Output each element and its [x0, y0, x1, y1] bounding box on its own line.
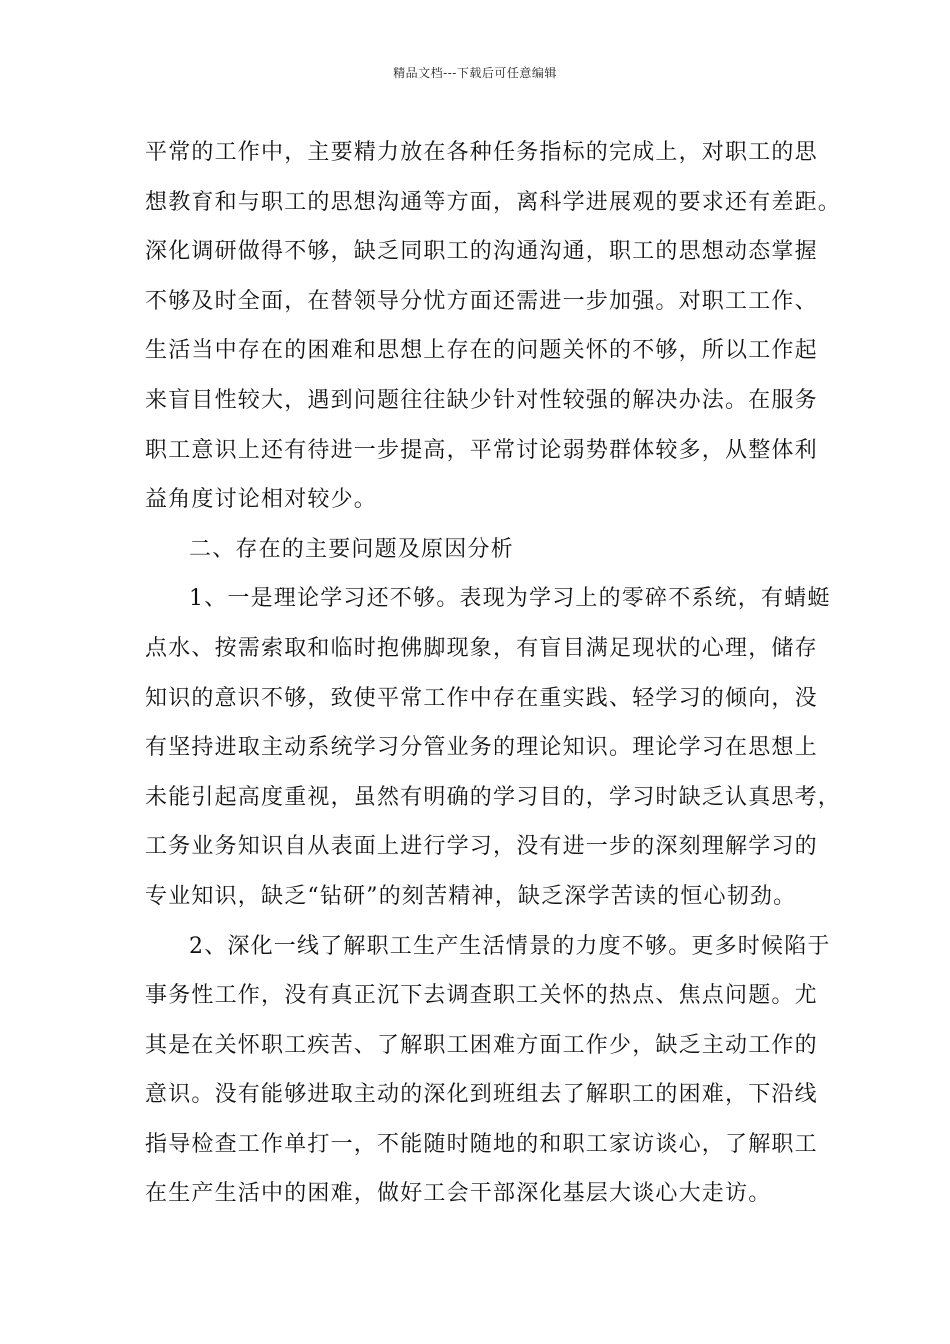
- text-line: 不够及时全面，在替领导分忧方面还需进一步加强。对职工工作、: [145, 288, 818, 314]
- text-line: 职工意识上还有待进一步提高，平常讨论弱势群体较多，从整体利: [145, 437, 818, 463]
- text-line: 1、一是理论学习还不够。表现为学习上的零碎不系统，有蜻蜓: [189, 586, 831, 612]
- document-body: [145, 128, 842, 1219]
- text-line: 益角度讨论相对较少。: [145, 487, 378, 513]
- text-line: 指导检查工作单打一，不能随时随地的和职工家访谈心，了解职工: [145, 1131, 818, 1157]
- text-line: 其是在关怀职工疾苦、了解职工困难方面工作少，缺乏主动工作的: [145, 1032, 818, 1058]
- text-line: 在生产生活中的困难，做好工会干部深化基层大谈心大走访。: [145, 1181, 772, 1207]
- text-line: 平常的工作中，主要精力放在各种任务指标的完成上，对职工的思: [145, 140, 818, 165]
- text-line: 工务业务知识自从表面上进行学习，没有进一步的深刻理解学习的: [145, 834, 818, 860]
- text-line: 深化调研做得不够，缺乏同职工的沟通沟通，职工的思想动态掌握: [145, 239, 818, 265]
- text-line: 生活当中存在的困难和思想上存在的问题关怀的不够，所以工作起: [145, 338, 818, 364]
- text-line: 想教育和与职工的思想沟通等方面，离科学进展观的要求还有差距。: [145, 189, 842, 215]
- text-line: 2、深化一线了解职工生产生活情景的力度不够。更多时候陷于: [189, 933, 831, 959]
- section-heading: 二、存在的主要问题及原因分析: [189, 536, 514, 562]
- text-line: 来盲目性较大，遇到问题往往缺少针对性较强的解决办法。在服务: [145, 387, 818, 413]
- text-line: 未能引起高度重视，虽然有明确的学习目的，学习时缺乏认真思考，: [145, 784, 842, 810]
- text-line: 点水、按需索取和临时抱佛脚现象，有盲目满足现状的心理，储存: [145, 635, 818, 661]
- text-line: 意识。没有能够进取主动的深化到班组去了解职工的困难，下沿线: [145, 1082, 818, 1108]
- text-line: 事务性工作，没有真正沉下去调查职工关怀的热点、焦点问题。尤: [145, 983, 818, 1009]
- page-header: 精品文档---下载后可任意编辑: [393, 66, 557, 80]
- text-line: 知识的意识不够，致使平常工作中存在重实践、轻学习的倾向，没: [145, 685, 818, 711]
- text-line: 专业知识，缺乏“钻研”的刻苦精神，缺乏深学苦读的恒心韧劲。: [145, 883, 797, 909]
- text-line: 有坚持进取主动系统学习分管业务的理论知识。理论学习在思想上: [145, 735, 818, 761]
